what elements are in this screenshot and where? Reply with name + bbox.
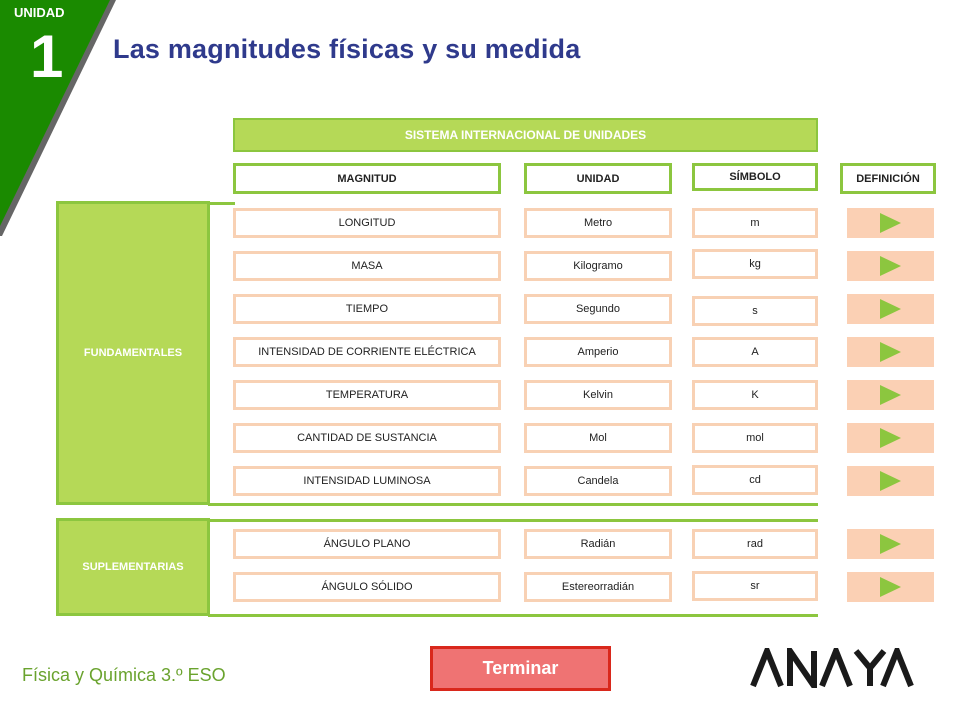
simbolo-cell: kg [692,249,818,279]
divider [208,614,818,617]
page-title: Las magnitudes físicas y su medida [113,34,581,64]
magnitud-cell: CANTIDAD DE SUSTANCIA [233,423,501,453]
magnitud-cell: TIEMPO [233,294,501,324]
unidad-cell: Segundo [524,294,672,324]
definition-button[interactable] [847,208,934,238]
definition-button[interactable] [847,572,934,602]
unidad-cell: Estereorradián [524,572,672,602]
simbolo-cell: s [692,296,818,326]
definition-button[interactable] [847,423,934,453]
definition-button[interactable] [847,251,934,281]
simbolo-cell: cd [692,465,818,495]
play-arrow-icon [880,299,901,319]
magnitud-cell: INTENSIDAD LUMINOSA [233,466,501,496]
group-suplementarias: SUPLEMENTARIAS [56,518,210,616]
play-arrow-icon [880,428,901,448]
definition-button[interactable] [847,337,934,367]
simbolo-cell: rad [692,529,818,559]
unidad-cell: Mol [524,423,672,453]
si-banner: SISTEMA INTERNACIONAL DE UNIDADES [233,118,818,152]
finish-button[interactable]: Terminar [430,646,611,691]
simbolo-cell: m [692,208,818,238]
play-arrow-icon [880,534,901,554]
magnitud-cell: ÁNGULO SÓLIDO [233,572,501,602]
unit-number: 1 [30,23,64,90]
divider [208,202,235,205]
simbolo-cell: sr [692,571,818,601]
play-arrow-icon [880,577,901,597]
definition-button[interactable] [847,294,934,324]
column-header-magnitud: MAGNITUD [233,163,501,194]
unidad-cell: Metro [524,208,672,238]
unidad-cell: Kelvin [524,380,672,410]
divider [208,519,818,522]
play-arrow-icon [880,256,901,276]
simbolo-cell: K [692,380,818,410]
simbolo-cell: A [692,337,818,367]
group-fundamentales: FUNDAMENTALES [56,201,210,505]
definition-button[interactable] [847,380,934,410]
logo-text: ANAYA [750,648,754,649]
play-arrow-icon [880,342,901,362]
magnitud-cell: TEMPERATURA [233,380,501,410]
magnitud-cell: INTENSIDAD DE CORRIENTE ELÉCTRICA [233,337,501,367]
unidad-cell: Kilogramo [524,251,672,281]
magnitud-cell: ÁNGULO PLANO [233,529,501,559]
magnitud-cell: MASA [233,251,501,281]
unidad-cell: Radián [524,529,672,559]
play-arrow-icon [880,471,901,491]
column-header-unidad: UNIDAD [524,163,672,194]
magnitud-cell: LONGITUD [233,208,501,238]
subject-label: Física y Química 3.º ESO [22,665,226,685]
column-header-definicion: DEFINICIÓN [840,163,936,194]
unidad-cell: Amperio [524,337,672,367]
divider [208,503,818,506]
definition-button[interactable] [847,466,934,496]
play-arrow-icon [880,385,901,405]
simbolo-cell: mol [692,423,818,453]
column-header-simbolo: SÍMBOLO [692,163,818,191]
anaya-logo [750,648,914,688]
play-arrow-icon [880,213,901,233]
unit-label: UNIDAD [14,5,65,20]
definition-button[interactable] [847,529,934,559]
unidad-cell: Candela [524,466,672,496]
